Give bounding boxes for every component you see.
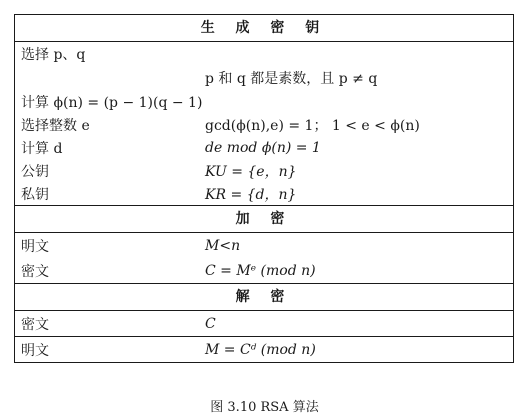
- table-row: [15, 337, 513, 362]
- table-row: [15, 65, 513, 90]
- row-value: KU = {e，n}: [205, 163, 297, 180]
- row-label: 选择整数 e: [21, 117, 90, 134]
- row-value: de mod ϕ(n) = 1: [205, 139, 321, 156]
- row-label: 密文: [21, 316, 49, 333]
- table-row: [15, 258, 513, 283]
- row-label: 计算 ϕ(n) = (p − 1)(q − 1): [21, 94, 203, 111]
- row-value: M = Cᵈ (mod n): [205, 341, 316, 358]
- row-label: 明文: [21, 238, 49, 255]
- row-value: M<n: [205, 237, 241, 254]
- table-row: [15, 311, 513, 336]
- table-row: [15, 159, 513, 182]
- row-value: C = Mᵉ (mod n): [205, 262, 316, 279]
- row-label: 公钥: [21, 163, 49, 180]
- table-row: [15, 113, 513, 136]
- table-row: [15, 182, 513, 205]
- row-label: 私钥: [21, 186, 49, 203]
- table-row: [15, 136, 513, 159]
- table-row: [15, 90, 513, 113]
- section-header-encrypt: 加 密: [235, 211, 293, 227]
- section-header-decrypt: 解 密: [235, 289, 293, 305]
- figure-caption: 图 3.10 RSA 算法: [210, 400, 319, 415]
- row-value: gcd(ϕ(n),e) = 1； 1 < e < ϕ(n): [205, 117, 420, 134]
- row-value: KR = {d，n}: [205, 186, 297, 203]
- table-row: [15, 42, 513, 65]
- rsa-table: [14, 14, 514, 363]
- row-label: 密文: [21, 263, 49, 280]
- section-header-keygen: 生 成 密 钥: [200, 20, 328, 36]
- row-value: p 和 q 都是素数，且 p ≠ q: [205, 70, 378, 87]
- row-label: 计算 d: [21, 140, 63, 157]
- table-row: [15, 233, 513, 258]
- row-value: C: [205, 315, 216, 332]
- row-label: 明文: [21, 342, 49, 359]
- row-label: 选择 p、q: [21, 46, 86, 63]
